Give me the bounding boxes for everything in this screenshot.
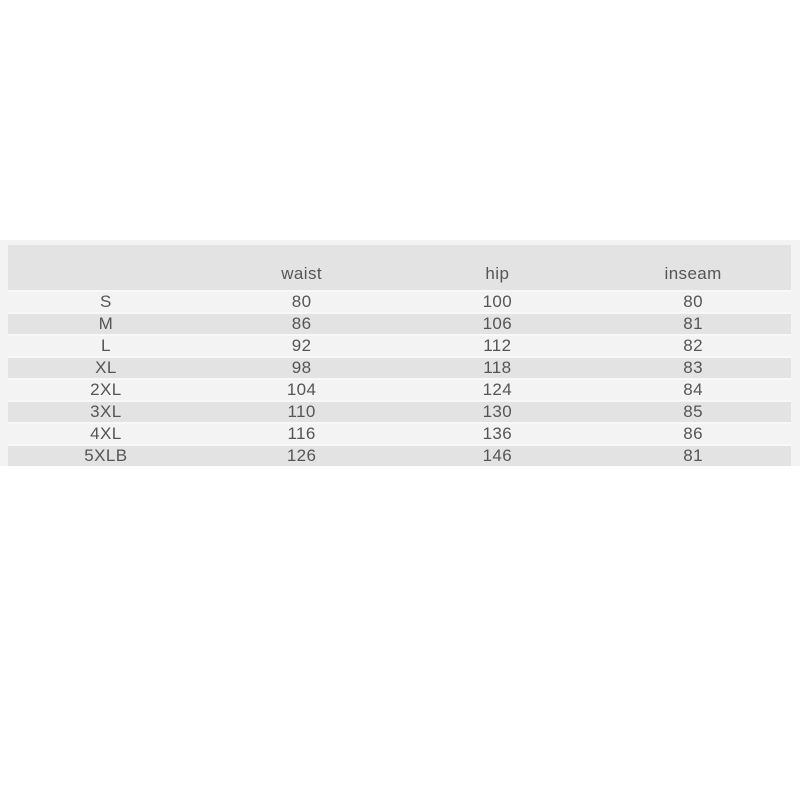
hip-cell: 136 bbox=[400, 422, 596, 444]
inseam-cell: 81 bbox=[595, 444, 791, 466]
inseam-cell: 81 bbox=[595, 312, 791, 334]
column-header-inseam: inseam bbox=[595, 245, 791, 290]
table-row bbox=[8, 400, 791, 422]
waist-cell: 110 bbox=[204, 400, 400, 422]
waist-cell: 116 bbox=[204, 422, 400, 444]
inseam-cell: 83 bbox=[595, 356, 791, 378]
size-chart-table bbox=[8, 245, 791, 466]
inseam-cell: 85 bbox=[595, 400, 791, 422]
inseam-cell: 86 bbox=[595, 422, 791, 444]
column-header-hip: hip bbox=[400, 245, 596, 290]
size-cell: S bbox=[8, 290, 204, 312]
size-chart-body bbox=[8, 290, 791, 466]
column-header-waist: waist bbox=[204, 245, 400, 290]
hip-cell: 146 bbox=[400, 444, 596, 466]
size-cell: 3XL bbox=[8, 400, 204, 422]
size-cell: 2XL bbox=[8, 378, 204, 400]
hip-cell: 130 bbox=[400, 400, 596, 422]
size-cell: M bbox=[8, 312, 204, 334]
waist-cell: 104 bbox=[204, 378, 400, 400]
table-row bbox=[8, 356, 791, 378]
table-row bbox=[8, 444, 791, 466]
waist-cell: 126 bbox=[204, 444, 400, 466]
size-cell: 5XLB bbox=[8, 444, 204, 466]
waist-cell: 86 bbox=[204, 312, 400, 334]
table-row bbox=[8, 312, 791, 334]
header-row bbox=[8, 245, 791, 290]
size-cell: XL bbox=[8, 356, 204, 378]
size-chart-section bbox=[0, 240, 800, 466]
size-chart-header bbox=[8, 245, 791, 290]
table-row bbox=[8, 422, 791, 444]
waist-cell: 98 bbox=[204, 356, 400, 378]
size-cell: 4XL bbox=[8, 422, 204, 444]
hip-cell: 118 bbox=[400, 356, 596, 378]
column-header-size bbox=[8, 245, 204, 290]
inseam-cell: 80 bbox=[595, 290, 791, 312]
hip-cell: 100 bbox=[400, 290, 596, 312]
hip-cell: 124 bbox=[400, 378, 596, 400]
hip-cell: 106 bbox=[400, 312, 596, 334]
hip-cell: 112 bbox=[400, 334, 596, 356]
table-row bbox=[8, 334, 791, 356]
inseam-cell: 84 bbox=[595, 378, 791, 400]
inseam-cell: 82 bbox=[595, 334, 791, 356]
table-row bbox=[8, 378, 791, 400]
size-cell: L bbox=[8, 334, 204, 356]
waist-cell: 80 bbox=[204, 290, 400, 312]
table-row bbox=[8, 290, 791, 312]
waist-cell: 92 bbox=[204, 334, 400, 356]
